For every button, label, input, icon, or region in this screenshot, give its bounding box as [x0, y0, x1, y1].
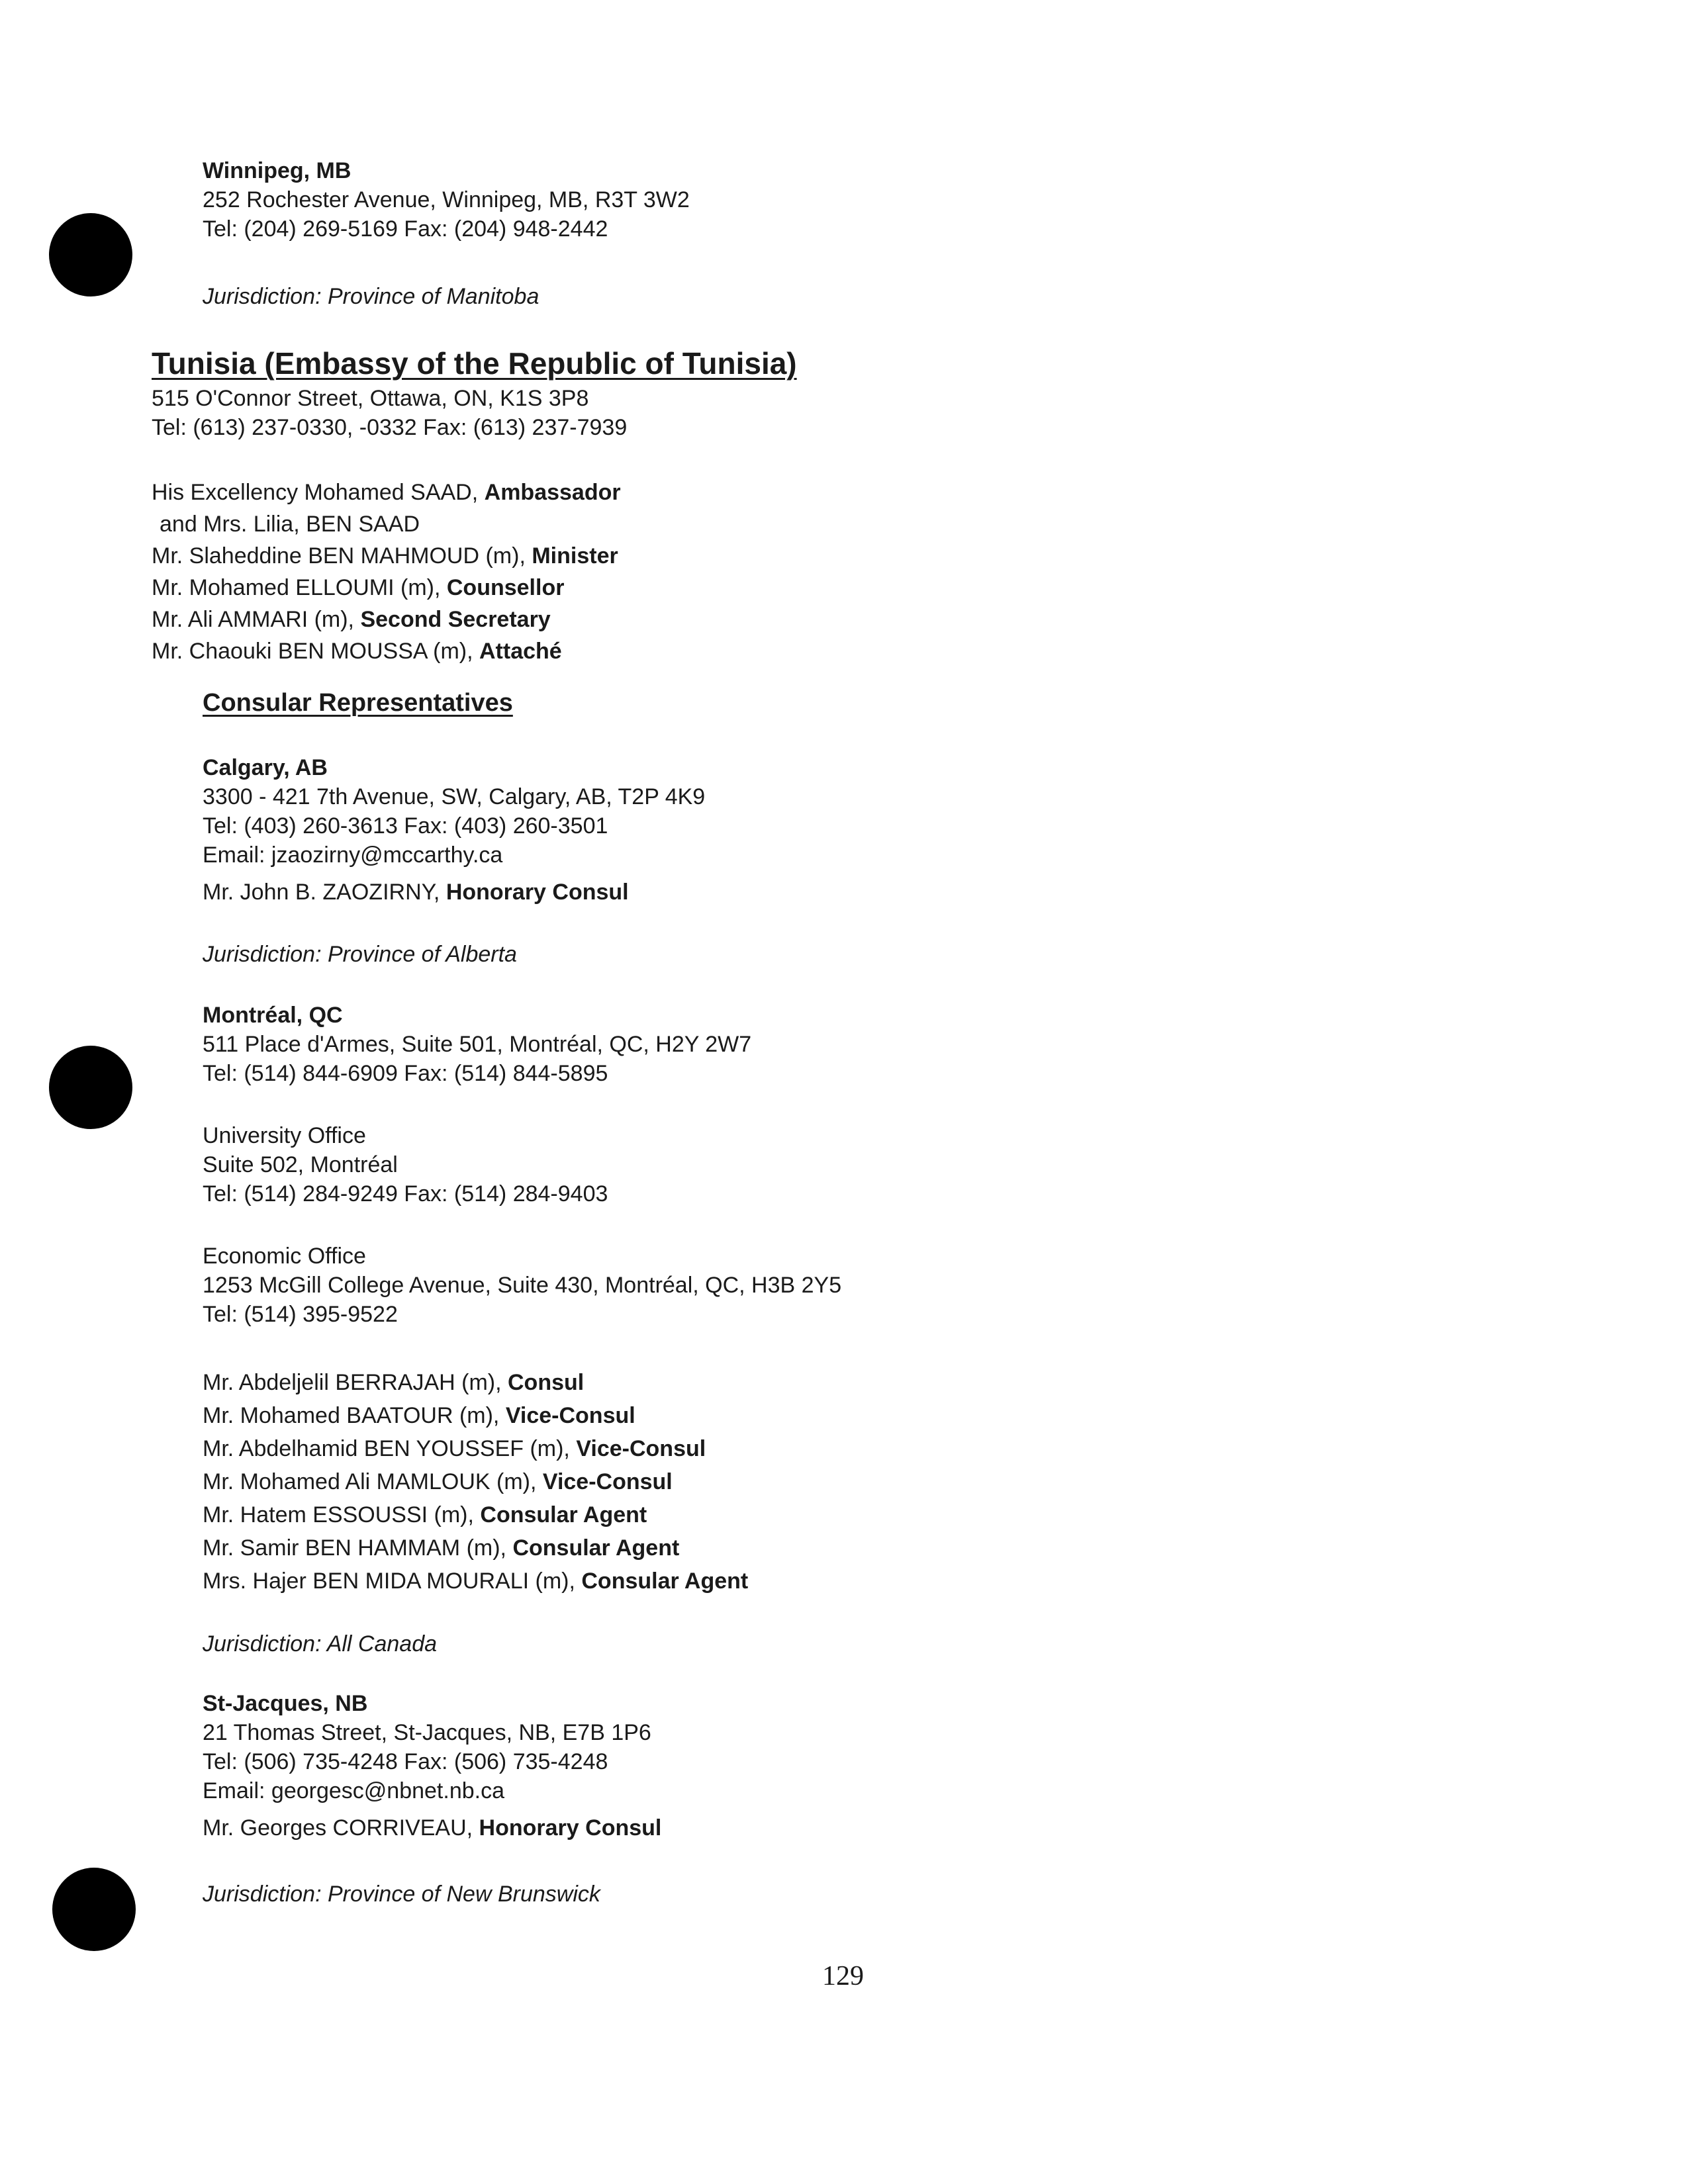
staff-title: Vice-Consul	[576, 1436, 706, 1461]
calgary-jurisdiction: Jurisdiction: Province of Alberta	[203, 942, 517, 967]
staff-title: Consular Agent	[581, 1569, 749, 1594]
stjacques-rep	[203, 1813, 661, 1843]
rep-title: Honorary Consul	[479, 1815, 662, 1841]
binder-hole-bottom	[52, 1868, 136, 1951]
binder-hole-top	[49, 213, 132, 296]
montreal-staff	[203, 1366, 748, 1598]
montreal-tel: Tel: (514) 844-6909 Fax: (514) 844-5895	[203, 1061, 608, 1086]
ambassador-spouse: and Mrs. Lilia, BEN SAAD	[160, 512, 420, 537]
staff-name: Mr. Chaouki BEN MOUSSA (m),	[152, 639, 479, 664]
stjacques-heading: St-Jacques, NB	[203, 1691, 368, 1716]
stjacques-jurisdiction: Jurisdiction: Province of New Brunswick	[203, 1882, 600, 1907]
staff-name: Mr. Mohamed ELLOUMI (m),	[152, 575, 447, 600]
staff-title: Vice-Consul	[505, 1403, 635, 1428]
calgary-heading: Calgary, AB	[203, 755, 328, 780]
staff-title: Vice-Consul	[542, 1469, 673, 1494]
calgary-section	[203, 753, 705, 907]
montreal-section	[203, 1001, 751, 1088]
staff-name: Mr. Abdelhamid BEN YOUSSEF (m),	[203, 1436, 577, 1461]
stjacques-email: Email: georgesc@nbnet.nb.ca	[203, 1778, 504, 1803]
embassy-tel: Tel: (613) 237-0330, -0332 Fax: (613) 237-7939	[152, 415, 628, 440]
embassy-address: 515 O'Connor Street, Ottawa, ON, K1S 3P8	[152, 386, 589, 411]
calgary-email: Email: jzaozirny@mccarthy.ca	[203, 842, 503, 868]
binder-hole-middle	[49, 1046, 132, 1129]
staff-name: Mr. Hatem ESSOUSSI (m),	[203, 1502, 481, 1527]
staff-row	[152, 635, 621, 667]
staff-title: Consular Agent	[512, 1535, 680, 1561]
winnipeg-jurisdiction: Jurisdiction: Province of Manitoba	[203, 284, 539, 309]
staff-title: Consular Agent	[480, 1502, 647, 1527]
staff-name: Mr. Mohamed Ali MAMLOUK (m),	[203, 1469, 543, 1494]
montreal-jurisdiction: Jurisdiction: All Canada	[203, 1631, 438, 1657]
staff-name: Mr. Ali AMMARI (m),	[152, 607, 361, 632]
staff-title: Attaché	[479, 639, 562, 664]
montreal-address: 511 Place d'Armes, Suite 501, Montréal, QC, H2Y 2W7	[203, 1032, 752, 1057]
staff-row	[203, 1366, 748, 1399]
staff-name: Mr. Samir BEN HAMMAM (m),	[203, 1535, 513, 1561]
embassy-staff	[152, 477, 621, 667]
calgary-rep	[203, 878, 705, 907]
calgary-address: 3300 - 421 7th Avenue, SW, Calgary, AB, T2P 4K9	[203, 784, 706, 809]
staff-row	[203, 1465, 748, 1498]
winnipeg-heading: Winnipeg, MB	[203, 158, 352, 183]
consular-heading: Consular Representatives	[203, 689, 513, 717]
staff-title: Consul	[508, 1370, 585, 1395]
rep-title: Honorary Consul	[445, 880, 629, 905]
ambassador-title: Ambassador	[484, 480, 621, 505]
staff-row	[152, 572, 621, 604]
montreal-heading: Montréal, QC	[203, 1003, 343, 1028]
stjacques-address: 21 Thomas Street, St-Jacques, NB, E7B 1P6	[203, 1720, 651, 1745]
staff-row	[203, 1531, 748, 1565]
economic-office-address: 1253 McGill College Avenue, Suite 430, Montréal, QC, H3B 2Y5	[203, 1273, 842, 1298]
economic-office-tel: Tel: (514) 395-9522	[203, 1302, 398, 1327]
university-office	[203, 1121, 608, 1208]
ambassador-line	[152, 477, 621, 508]
university-office-tel: Tel: (514) 284-9249 Fax: (514) 284-9403	[203, 1181, 608, 1206]
staff-title: Counsellor	[446, 575, 565, 600]
winnipeg-tel: Tel: (204) 269-5169 Fax: (204) 948-2442	[203, 216, 608, 242]
calgary-tel: Tel: (403) 260-3613 Fax: (403) 260-3501	[203, 813, 608, 839]
stjacques-section	[203, 1689, 661, 1843]
page-number: 129	[822, 1961, 864, 1991]
staff-name: Mr. Mohamed BAATOUR (m),	[203, 1403, 506, 1428]
staff-title: Second Secretary	[360, 607, 551, 632]
staff-name: Mrs. Hajer BEN MIDA MOURALI (m),	[203, 1569, 582, 1594]
staff-row	[203, 1399, 748, 1432]
embassy-contact	[152, 384, 627, 442]
stjacques-tel: Tel: (506) 735-4248 Fax: (506) 735-4248	[203, 1749, 608, 1774]
ambassador-name: His Excellency Mohamed SAAD,	[152, 480, 485, 505]
rep-name: Mr. Georges CORRIVEAU,	[203, 1815, 479, 1841]
winnipeg-section	[203, 156, 690, 244]
staff-row	[203, 1498, 748, 1531]
staff-row	[203, 1565, 748, 1598]
economic-office	[203, 1242, 841, 1329]
economic-office-label: Economic Office	[203, 1244, 366, 1269]
staff-name: Mr. Slaheddine BEN MAHMOUD (m),	[152, 543, 532, 569]
winnipeg-address: 252 Rochester Avenue, Winnipeg, MB, R3T 3W2	[203, 187, 690, 212]
university-office-label: University Office	[203, 1123, 366, 1148]
staff-row	[203, 1432, 748, 1465]
staff-title: Minister	[532, 543, 618, 569]
rep-name: Mr. John B. ZAOZIRNY,	[203, 880, 446, 905]
university-office-address: Suite 502, Montréal	[203, 1152, 398, 1177]
staff-name: Mr. Abdeljelil BERRAJAH (m),	[203, 1370, 508, 1395]
embassy-title: Tunisia (Embassy of the Republic of Tunisia)	[152, 346, 797, 381]
staff-row	[152, 604, 621, 635]
staff-row	[152, 540, 621, 572]
